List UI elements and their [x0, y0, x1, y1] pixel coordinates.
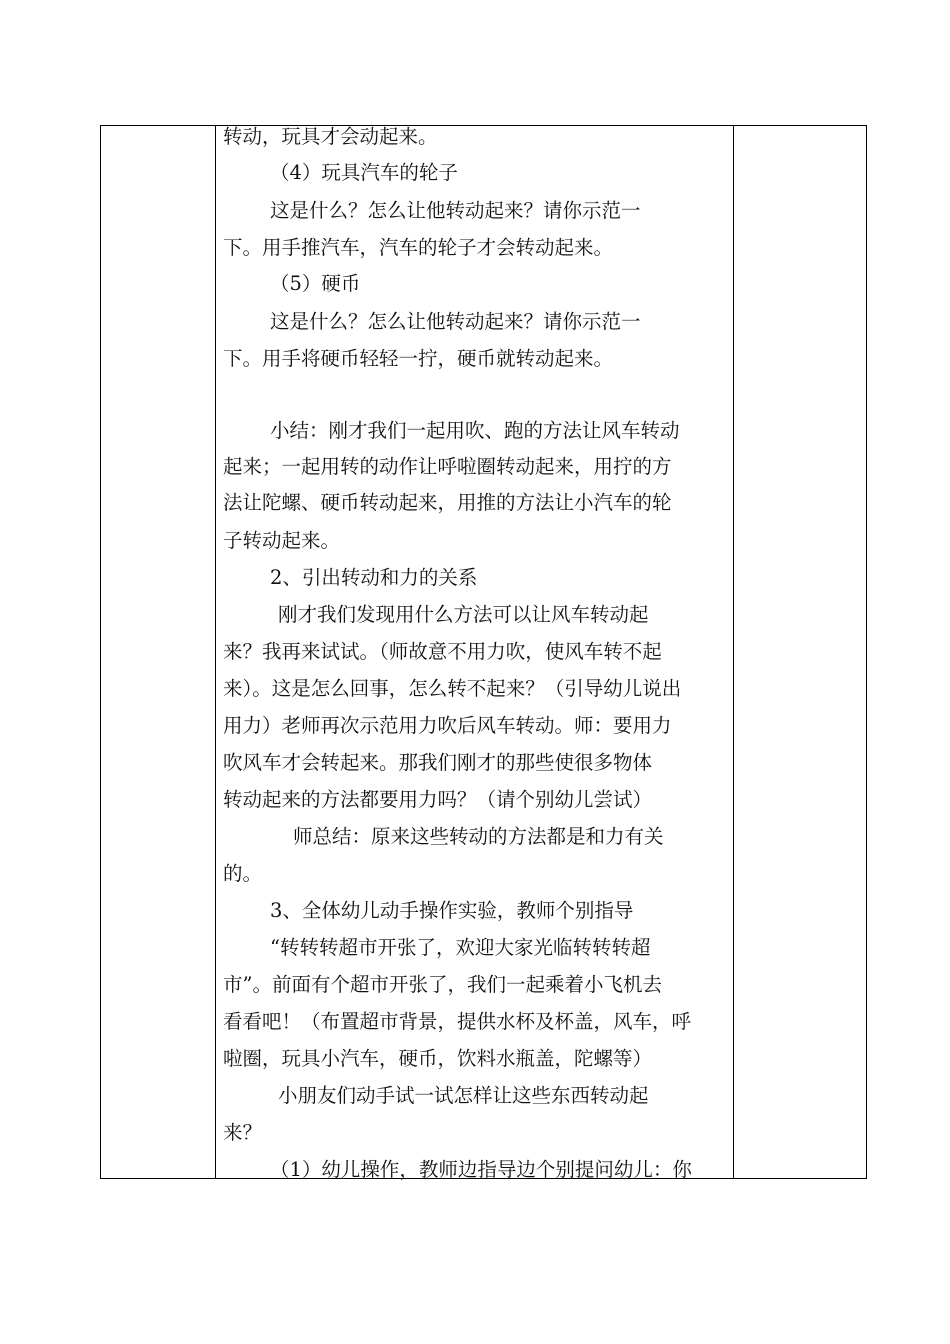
text-line: 刚才我们发现用什么方法可以让风车转动起	[278, 603, 649, 626]
text-line: 子转动起来。	[223, 529, 341, 552]
text-line: 的。	[223, 862, 263, 885]
text-line: （4）玩具汽车的轮子	[270, 161, 458, 184]
text-line: 啦圈，玩具小汽车，硬币，饮料水瓶盖，陀螺等）	[223, 1047, 653, 1070]
text-line: 2、引出转动和力的关系	[270, 566, 478, 589]
text-line: 来？我再来试试。（师故意不用力吹，使风车转不起	[223, 640, 662, 663]
lesson-table	[100, 125, 867, 1179]
text-line: 这是什么？怎么让他转动起来？请你示范一	[270, 199, 641, 222]
text-line: 起来；一起用转的动作让呼啦圈转动起来，用拧的方	[223, 455, 672, 478]
text-line: 师总结：原来这些转动的方法都是和力有关	[293, 825, 664, 848]
text-line: 来）。这是怎么回事，怎么转不起来？（引导幼儿说出	[223, 677, 682, 700]
text-line: 小结：刚才我们一起用吹、跑的方法让风车转动	[270, 419, 680, 442]
text-line: （5）硬币	[270, 272, 361, 295]
text-line: 下。用手将硬币轻轻一拧，硬币就转动起来。	[223, 347, 614, 370]
text-line: 看看吧！（布置超市背景，提供水杯及杯盖，风车，呼	[223, 1010, 692, 1033]
text-line: 转动，玩具才会动起来。	[223, 125, 438, 148]
text-line: 这是什么？怎么让他转动起来？请你示范一	[270, 310, 641, 333]
text-line: 来？	[223, 1121, 263, 1144]
text-line: “转转转超市开张了，欢迎大家光临转转转超	[270, 936, 651, 959]
text-line: 法让陀螺、硬币转动起来，用推的方法让小汽车的轮	[223, 491, 672, 514]
text-line: 3、全体幼儿动手操作实验，教师个别指导	[270, 899, 634, 922]
text-line: 用力）老师再次示范用力吹后风车转动。师：要用力	[223, 714, 672, 737]
column-divider	[215, 126, 216, 1178]
text-line: 转动起来的方法都要用力吗？（请个别幼儿尝试）	[223, 788, 653, 811]
text-line: 下。用手推汽车，汽车的轮子才会转动起来。	[223, 236, 614, 259]
text-line: 吹风车才会转起来。那我们刚才的那些使很多物体	[223, 751, 653, 774]
text-line: 小朋友们动手试一试怎样让这些东西转动起	[278, 1084, 649, 1107]
column-divider	[733, 126, 734, 1178]
text-line: （1）幼儿操作，教师边指导边个别提问幼儿：你	[270, 1158, 692, 1181]
text-line: 市”。前面有个超市开张了，我们一起乘着小飞机去	[223, 973, 662, 996]
